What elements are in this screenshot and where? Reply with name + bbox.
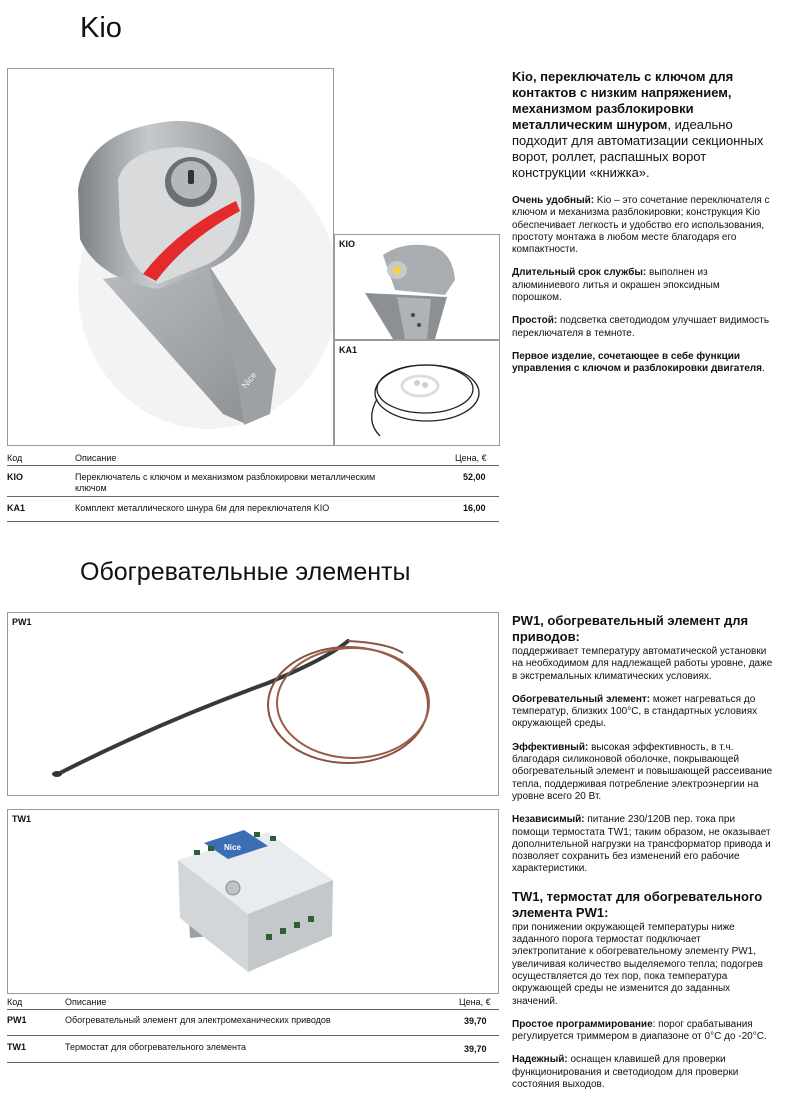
heating-price-table: [7, 995, 499, 1065]
pw1-feature: [512, 694, 774, 731]
tw1-feature-title: Надежный:: [512, 1054, 568, 1066]
kio-intro-bold: Kio, переключатель с ключом для контактов с низким напряжением, механизмом разблокировки металлическим шнуром: [512, 69, 734, 132]
pw1-title: PW1, обогревательный элемент для приводов:: [512, 613, 749, 644]
pw1-feature-text: может нагреваться до температур, близких 100°C, в стандартных условиях окружающей среды.: [512, 693, 758, 730]
pw1-feature-title: Обогревательный элемент:: [512, 693, 651, 705]
row-price: 39,70: [464, 1044, 487, 1054]
kio-feature-text: подсветка светодиодом улучшает видимость переключателя в темноте.: [512, 315, 770, 339]
pw1-feature-text: высокая эффективность, в т.ч. благодаря силиконовой оболочке, покрывающей обогревательный элемент и повышающей рассеивание тепла, поддерживая потребление электроэнергии на уровне всего 20 Вт.: [512, 741, 773, 802]
tw1-feature-text: оснащен клавишей для проверки функционирования и светодиодом для проверки состояния выходов.: [512, 1054, 739, 1091]
pw1-feature-title: Независимый:: [512, 814, 585, 826]
section-title-heating: Обогревательные элементы: [80, 558, 411, 586]
kio-feature-title: Простой:: [512, 315, 558, 327]
kio-detail-image: [334, 234, 500, 340]
image-label-tw1: TW1: [12, 814, 31, 824]
row-code: TW1: [7, 1042, 26, 1052]
tw1-feature: [512, 1054, 774, 1091]
tw1-feature-title: Простое программирование: [512, 1018, 653, 1030]
kio-feature: [512, 267, 772, 304]
table-row: [7, 1009, 499, 1035]
row-desc: Комплект металлического шнура 6м для переключателя KIO: [75, 503, 330, 513]
row-price: 16,00: [463, 503, 486, 513]
table-row: [7, 496, 499, 522]
kio-feature-text: .: [761, 363, 765, 375]
row-desc: Переключатель с ключом и механизмом разблокировки металлическим ключом: [75, 472, 376, 493]
kio-feature: [512, 351, 772, 376]
col-header-code: Код: [7, 997, 23, 1007]
pw1-image: [7, 612, 499, 796]
pw1-feature: [512, 814, 774, 875]
image-label-ka1: KA1: [339, 345, 358, 355]
kio-feature-title: Длительный срок службы:: [512, 267, 647, 279]
ka1-image: [334, 340, 500, 446]
pw1-feature-text: питание 230/120В пер. тока при помощи термостата TW1; таким образом, не оказывает дополнительной нагрузки на трансформатор привода и позволяет сохранить без изменений его рабочие характеристики.: [512, 814, 771, 875]
row-code: KA1: [7, 503, 26, 513]
col-header-code: Код: [7, 453, 23, 463]
pw1-heating-cable-illustration: [8, 613, 498, 795]
kio-price-table: [7, 450, 499, 525]
col-header-desc: Описание: [65, 997, 107, 1007]
col-header-desc: Описание: [75, 453, 117, 463]
kio-open-illustration: [335, 235, 499, 339]
tw1-thermostat-illustration: [8, 810, 498, 993]
heating-description: [512, 613, 774, 1102]
kio-intro-rest: , идеально подходит для автоматизации секционных ворот, роллет, распашных ворот конструкции «книжка».: [512, 117, 764, 180]
kio-feature-title: Первое изделие, сочетающее в себе функции управления с ключом и разблокировки двигателя: [512, 350, 762, 375]
row-code: KIO: [7, 472, 24, 482]
row-desc: Термостат для обогревательного элемента: [65, 1042, 247, 1052]
kio-feature-text: Kio – это сочетание переключателя с ключом и механизма разблокировки; конструкция Kio обеспечивает легкость и удобство его использования, простоту монтажа в любом месте благодаря его компактности.: [512, 195, 770, 256]
section-title-kio: Kio: [80, 12, 122, 44]
row-code: PW1: [7, 1015, 27, 1025]
tw1-title: TW1, термостат для обогревательного элемента PW1:: [512, 888, 763, 920]
tw1-feature-text: : порог срабатывания регулируется триммером в диапазоне от 0°C до -20°C.: [512, 1018, 767, 1043]
table-row: [7, 1035, 499, 1063]
tw1-intro: при понижении окружающей температуры ниже заданного порога термостат подключает электропитание к обогревательному элементу PW1, увеличивая количество выделяемого тепла; подогрев осуществляется до тех пор, пока температура окружающей среды не изменится до заданных значений.: [512, 921, 763, 1007]
row-price: 39,70: [464, 1016, 487, 1026]
ka1-cable-illustration: [335, 341, 499, 445]
image-label-pw1: PW1: [12, 617, 32, 627]
pw1-feature: [512, 742, 774, 803]
kio-feature: [512, 195, 772, 256]
image-label-kio: KIO: [339, 239, 356, 249]
table-row: [7, 465, 499, 496]
kio-description: [512, 69, 772, 387]
kio-feature: [512, 315, 772, 340]
pw1-intro: поддерживает температуру автоматической установки на необходимом для надлежащей работы уровне, даже в экстремальных климатических условиях.: [512, 646, 773, 682]
kio-main-image: [7, 68, 334, 446]
col-header-price: Цена, €: [455, 453, 487, 463]
row-price: 52,00: [463, 472, 486, 482]
tw1-nice-logo-text: Nice: [224, 843, 241, 852]
tw1-image: [7, 809, 499, 994]
row-desc: Обогревательный элемент для электромеханических приводов: [65, 1015, 331, 1025]
tw1-feature: [512, 1019, 774, 1044]
kio-switch-illustration: [8, 69, 333, 445]
nice-logo-text: Nice: [239, 369, 259, 391]
kio-feature-title: Очень удобный:: [512, 195, 595, 206]
kio-feature-text: выполнен из алюминиевого литья и окрашен эпоксидным порошком.: [512, 267, 720, 304]
col-header-price: Цена, €: [459, 997, 491, 1007]
pw1-feature-title: Эффективный:: [512, 741, 589, 753]
